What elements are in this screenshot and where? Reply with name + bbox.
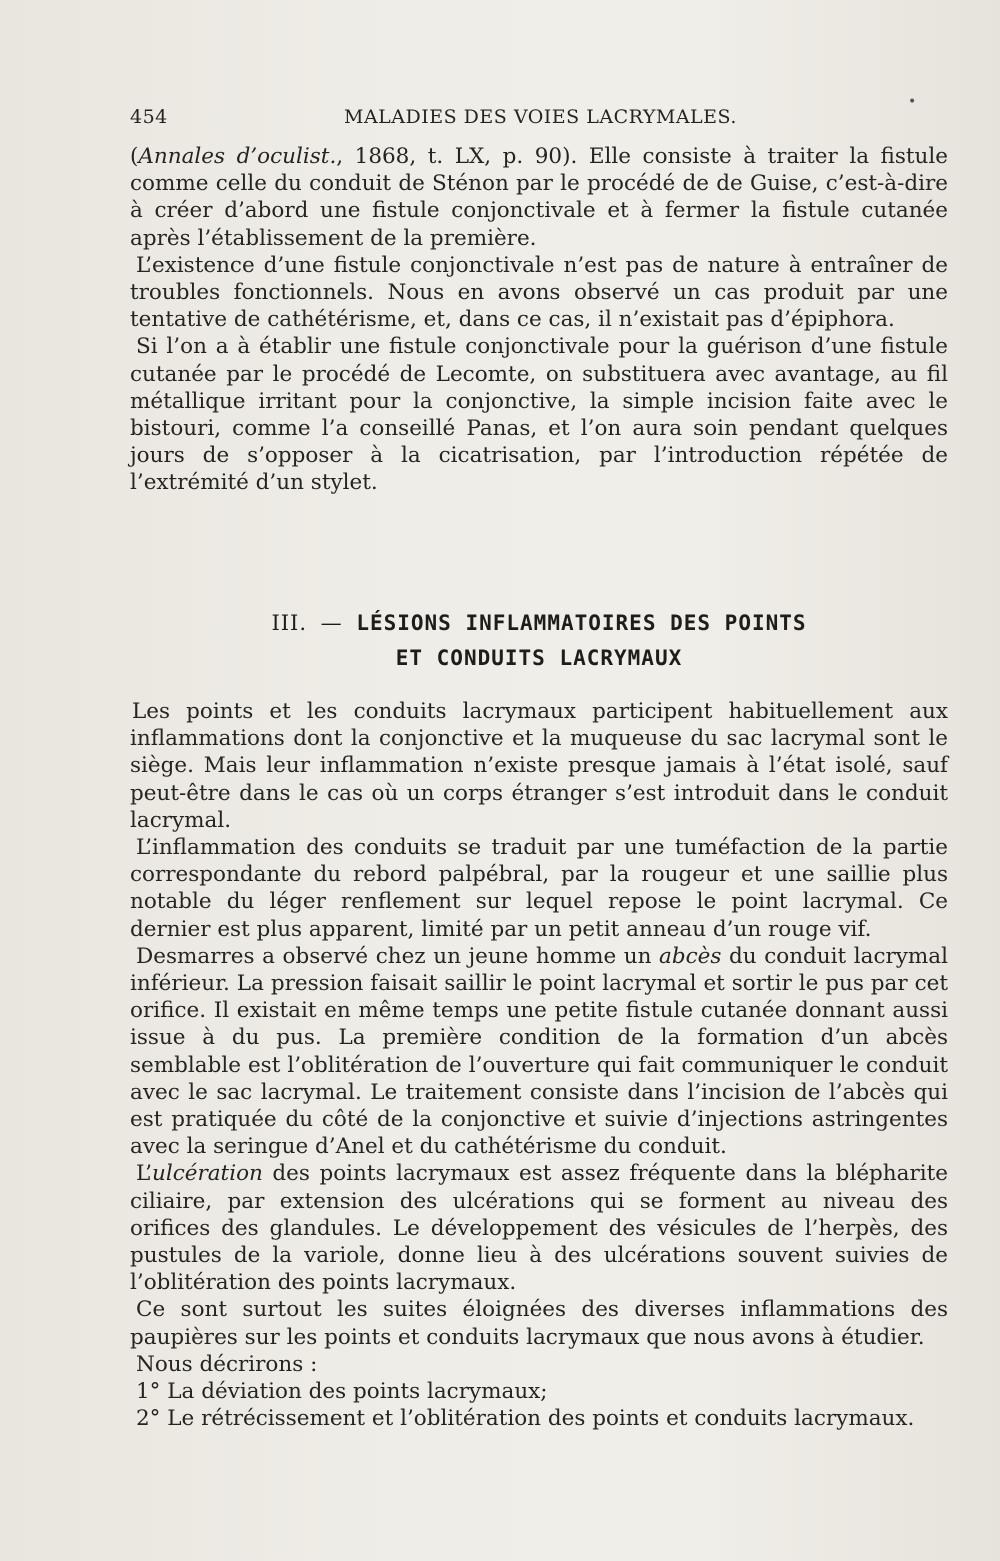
section-dash: — — [320, 611, 343, 635]
paragraph-6-emphasis: abcès — [659, 943, 722, 969]
paragraph-1-text: (Annales d’oculist., 1868, t. LX, p. 90). Elle consiste à traiter la fistule comme celle du conduit de Sténon par le procédé de de Guise, c’est-à-dire à créer d’abord une fistule conjonctivale et à fermer la fistule cutanée après l’établissement de la première. — [130, 144, 948, 251]
list-item-2-text: 2° Le rétrécissement et l’oblitération des points et conduits lacrymaux. — [136, 1406, 915, 1432]
paragraph-8 — [130, 1296, 948, 1350]
page-number: 454 — [130, 106, 168, 128]
paragraph-7-emphasis: ulcération — [151, 1161, 263, 1187]
section-heading — [130, 606, 948, 676]
paragraph-6 — [130, 943, 948, 1161]
paragraph-3 — [130, 333, 948, 496]
text-block-fistule — [130, 143, 948, 497]
section-heading-line-1 — [130, 606, 948, 641]
section-number: III. — [271, 611, 307, 635]
paragraph-1 — [130, 143, 948, 252]
paragraph-6-text-a: Desmarres a observé chez un jeune homme un — [136, 943, 660, 969]
paragraph-5 — [130, 834, 948, 943]
journal-title: Annales d’oculist. — [138, 144, 337, 169]
paragraph-7 — [130, 1160, 948, 1296]
paragraph-2 — [130, 252, 948, 334]
paragraph-7-text-a: L’ — [136, 1161, 152, 1187]
list-item-2 — [130, 1405, 948, 1432]
paragraph-4 — [130, 698, 948, 834]
section-title-line-2: ET CONDUITS LACRYMAUX — [395, 646, 683, 670]
paragraph-7-text-b: des points lacrymaux est assez fréquente dans la blépharite ciliaire, par extension des ulcérations qui se forment au niveau des orifices des glandules. Le développement des vésicules de l’herpès, des pustules de la variole, donne lieu à des ulcérations souvent suivies de l’oblitération des points lacrymaux. — [130, 1161, 948, 1296]
paragraph-9 — [130, 1351, 948, 1378]
paragraph-6-text-b: du conduit lacrymal inférieur. La pression faisait saillir le point lacrymal et sortir le pus par cet orifice. Il existait en même temps une petite fistule cutanée donnant aussi issue à du pus. La première condition de la formation d’un abcès semblable est l’oblitération de l’ouverture qui fait communiquer le conduit avec le sac lacrymal. Le traitement consiste dans l’incision de l’abcès qui est pratiquée du côté de la conjonctive et suivie d’injections astringentes avec la seringue d’Anel et du cathétérisme du conduit. — [130, 943, 948, 1160]
paragraph-2-text: L’existence d’une fistule conjonctivale n’est pas de nature à entraîner de troubles fonctionnels. Nous en avons observé un cas produit par une tentative de cathétérisme, et, dans ce cas, il n’existait pas d’épiphora. — [130, 252, 948, 333]
running-title: MALADIES DES VOIES LACRYMALES. — [344, 106, 737, 128]
text-block-lesions — [130, 698, 948, 1432]
list-item-1-text: 1° La déviation des points lacrymaux; — [136, 1379, 548, 1405]
paragraph-9-text: Nous décrirons : — [136, 1351, 318, 1377]
list-item-1 — [130, 1378, 948, 1405]
section-title-line-1: LÉSIONS INFLAMMATOIRES DES POINTS — [356, 611, 807, 635]
paragraph-5-text: L’inflammation des conduits se traduit par une tuméfaction de la partie correspondante du rebord palpébral, par la rougeur et une saillie plus notable du léger renflement sur lequel repose le point lacrymal. Ce dernier est plus apparent, limité par un petit anneau d’un rouge vif. — [130, 835, 948, 942]
paragraph-8-text: Ce sont surtout les suites éloignées des diverses inflammations des paupières sur les points et conduits lacrymaux que nous avons à étudier. — [130, 1297, 948, 1350]
ink-mark: • — [908, 94, 917, 110]
paragraph-3-text: Si l’on a à établir une fistule conjonctivale pour la guérison d’une fistule cutanée par le procédé de Lecomte, on substituera avec avantage, au fil métallique irritant pour la conjonctive, la simple incision faite avec le bistouri, comme l’a conseillé Panas, et l’on aura soin pendant quelques jours de s’opposer à la cicatrisation, par l’introduction répétée de l’extrémité d’un stylet. — [130, 334, 948, 496]
paragraph-4-text: Les points et les conduits lacrymaux participent habituellement aux inflammations dont la conjonctive et la muqueuse du sac lacrymal sont le siège. Mais leur inflammation n’existe presque jamais à l’état isolé, sauf peut-être dans le cas où un corps étranger s’est introduit dans le conduit lacrymal. — [130, 699, 948, 833]
